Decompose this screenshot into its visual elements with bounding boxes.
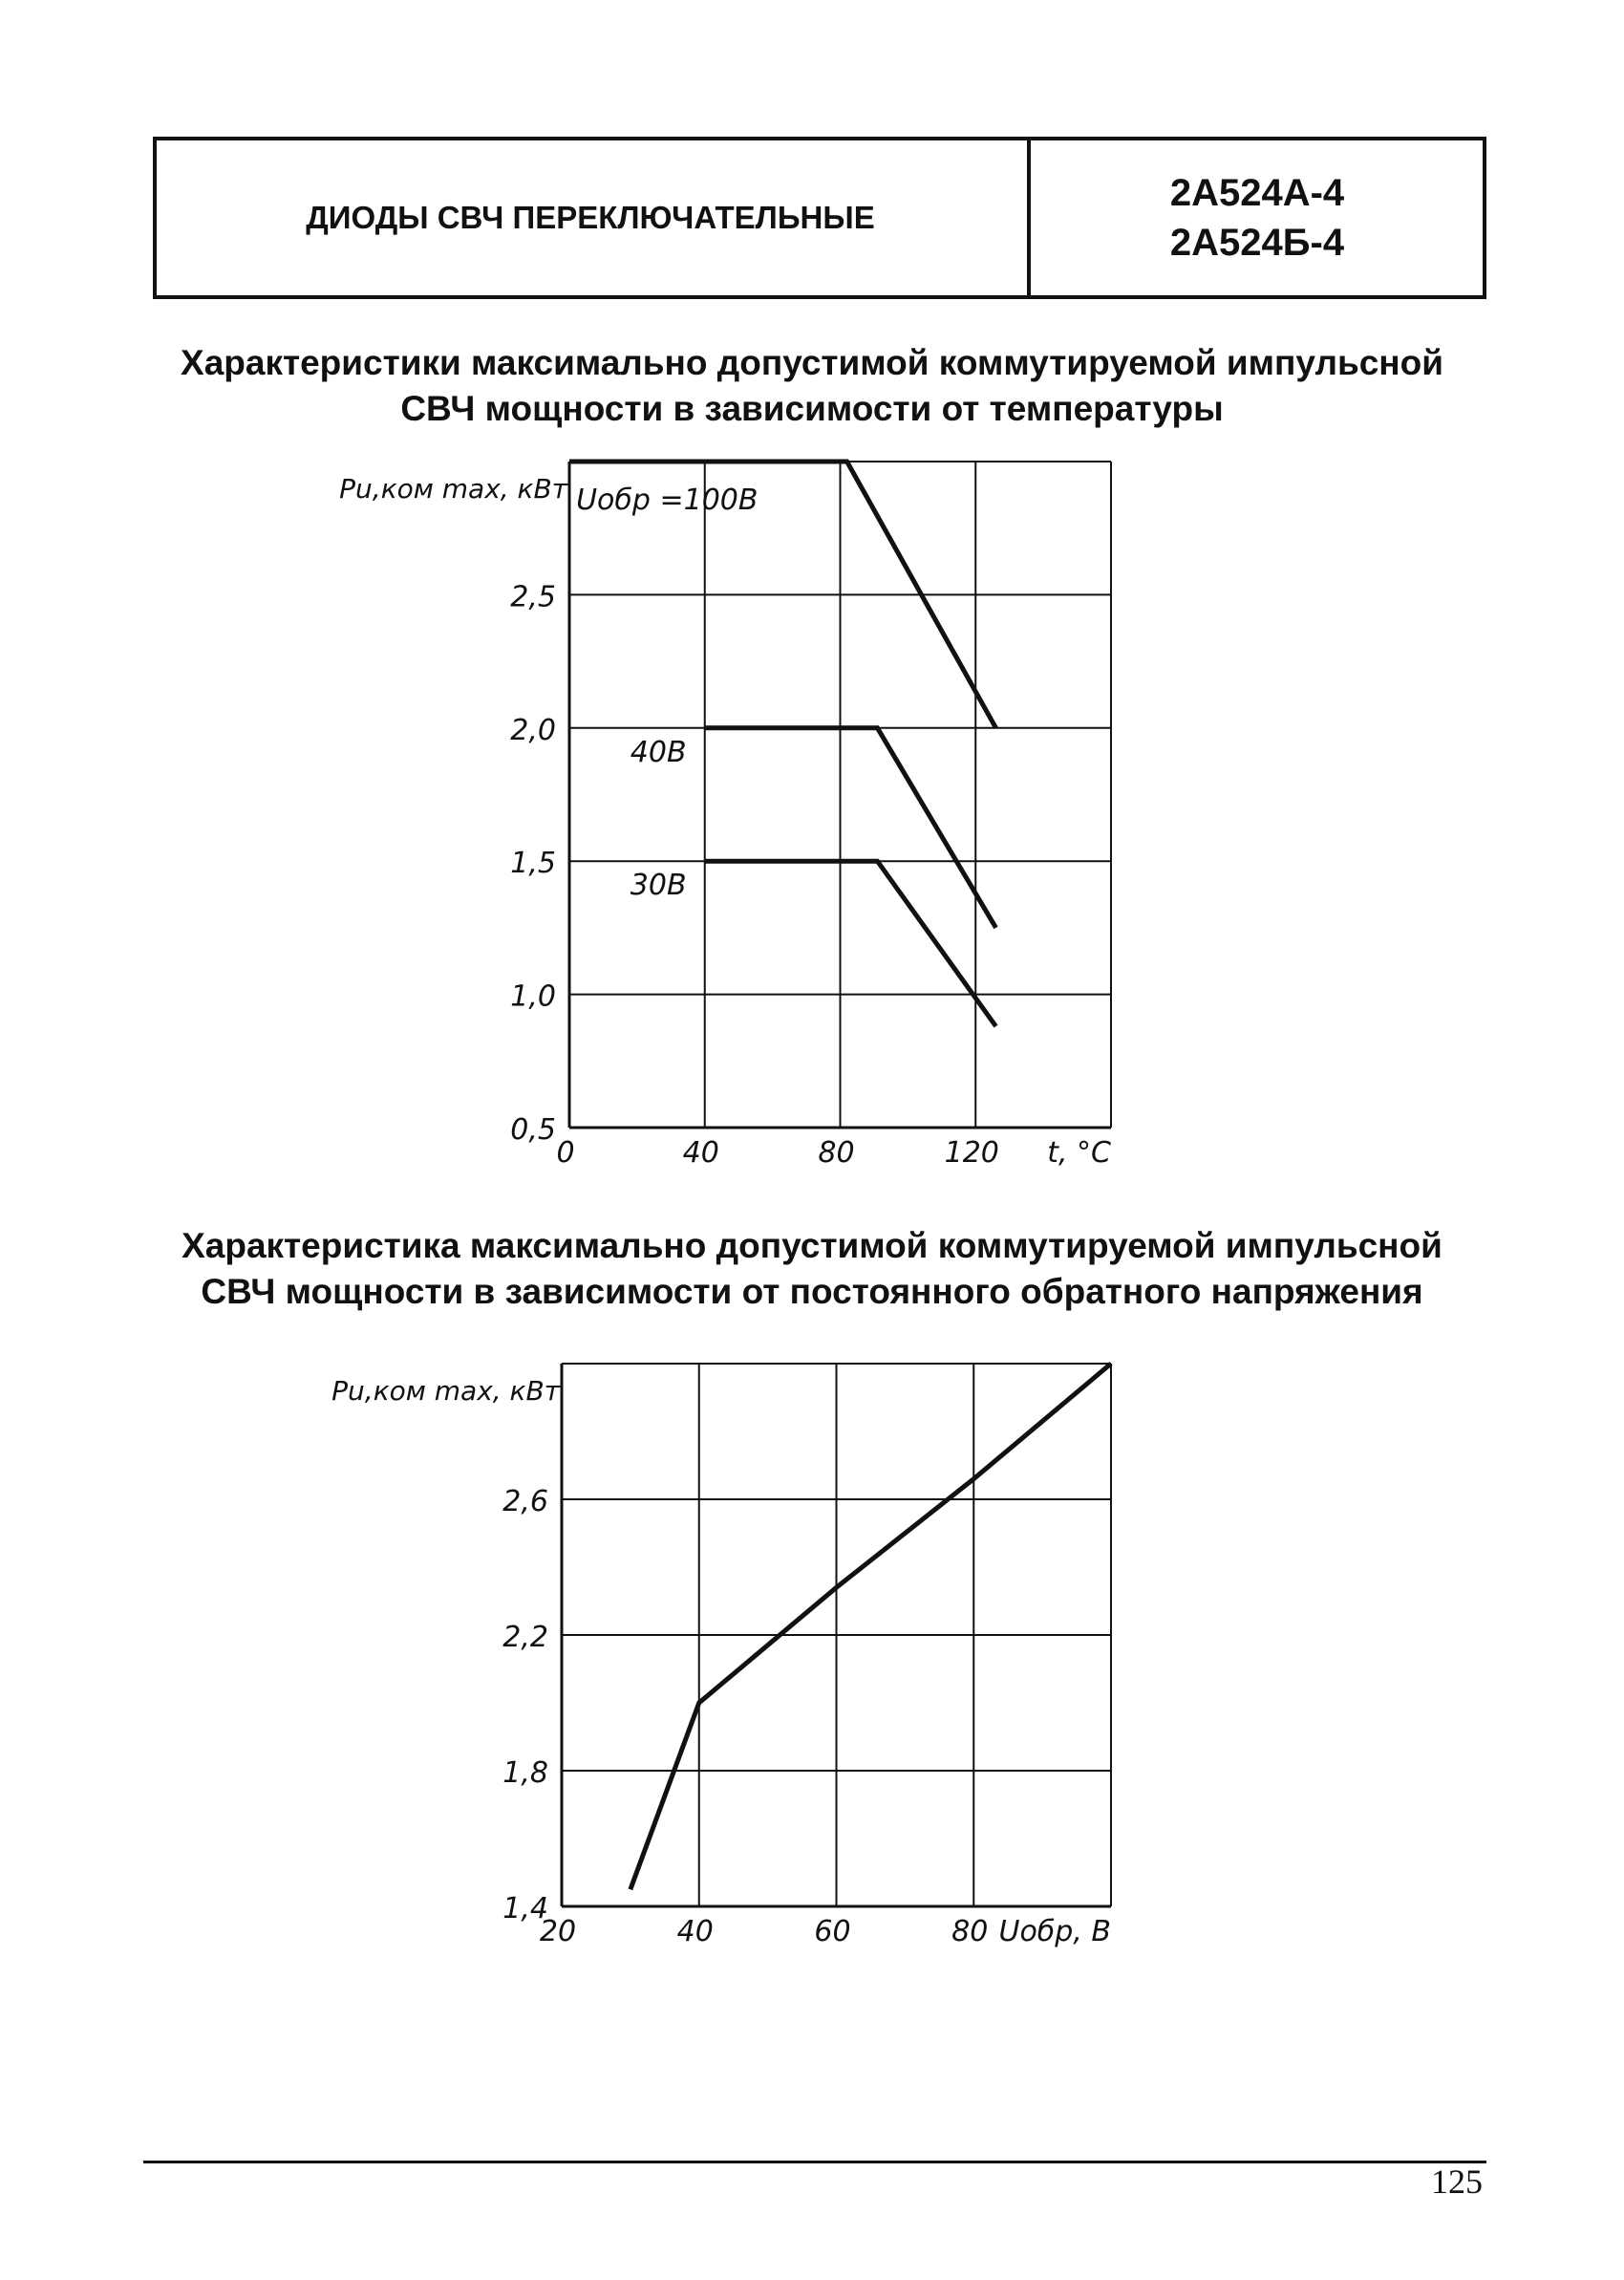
chart1-heading-line2: СВЧ мощности в зависимости от температуры: [400, 389, 1224, 428]
chart1-heading-line1: Характеристики максимально допустимой коммутируемой импульсной: [181, 343, 1443, 382]
x-tick-label: 20: [539, 1915, 577, 1948]
x-tick-label: 40: [676, 1915, 714, 1948]
y-tick-label: 0,5: [510, 1113, 556, 1147]
y-tick-label: 1,4: [502, 1892, 548, 1925]
part-code-a: 2А524А-4: [1169, 172, 1345, 214]
x-tick-label: 0: [556, 1136, 575, 1170]
x-axis-label: Uобр, В: [998, 1915, 1111, 1948]
x-tick-label: 40: [682, 1136, 719, 1170]
voltage-chart: [331, 1364, 1111, 1948]
y-tick-label: 2,0: [510, 713, 556, 747]
temperature-chart: [339, 462, 1111, 1170]
series-line: [705, 728, 996, 928]
y-tick-label: 2,5: [510, 580, 556, 614]
page-number: 125: [1431, 2162, 1483, 2201]
y-axis-label: Pu,ком max, кВт: [339, 473, 567, 505]
chart2-heading-line2: СВЧ мощности в зависимости от постоянного обратного напряжения: [201, 1272, 1423, 1311]
chart2-heading-line1: Характеристика максимально допустимой коммутируемой импульсной: [182, 1226, 1442, 1265]
x-tick-label: 60: [814, 1915, 851, 1948]
x-tick-label: 80: [951, 1915, 989, 1948]
y-tick-label: 1,8: [502, 1756, 548, 1790]
series-label: 40В: [630, 735, 687, 769]
document-title: ДИОДЫ СВЧ ПЕРЕКЛЮЧАТЕЛЬНЫЕ: [306, 200, 875, 235]
y-tick-label: 1,0: [510, 979, 556, 1014]
y-tick-label: 2,6: [502, 1485, 548, 1518]
y-tick-label: 2,2: [502, 1621, 548, 1654]
x-tick-label: 80: [818, 1136, 855, 1170]
series-line: [630, 1364, 1111, 1889]
part-code-b: 2А524Б-4: [1169, 222, 1345, 264]
x-tick-label: 120: [944, 1136, 999, 1170]
series-label: Uобр =100В: [576, 484, 759, 517]
x-axis-label: t, °C: [1047, 1136, 1111, 1170]
series-line: [705, 861, 996, 1026]
y-axis-label: Pu,ком max, кВт: [331, 1375, 560, 1407]
y-tick-label: 1,5: [510, 847, 556, 881]
series-label: 30В: [630, 869, 687, 903]
footer-rule: [143, 2161, 1486, 2163]
